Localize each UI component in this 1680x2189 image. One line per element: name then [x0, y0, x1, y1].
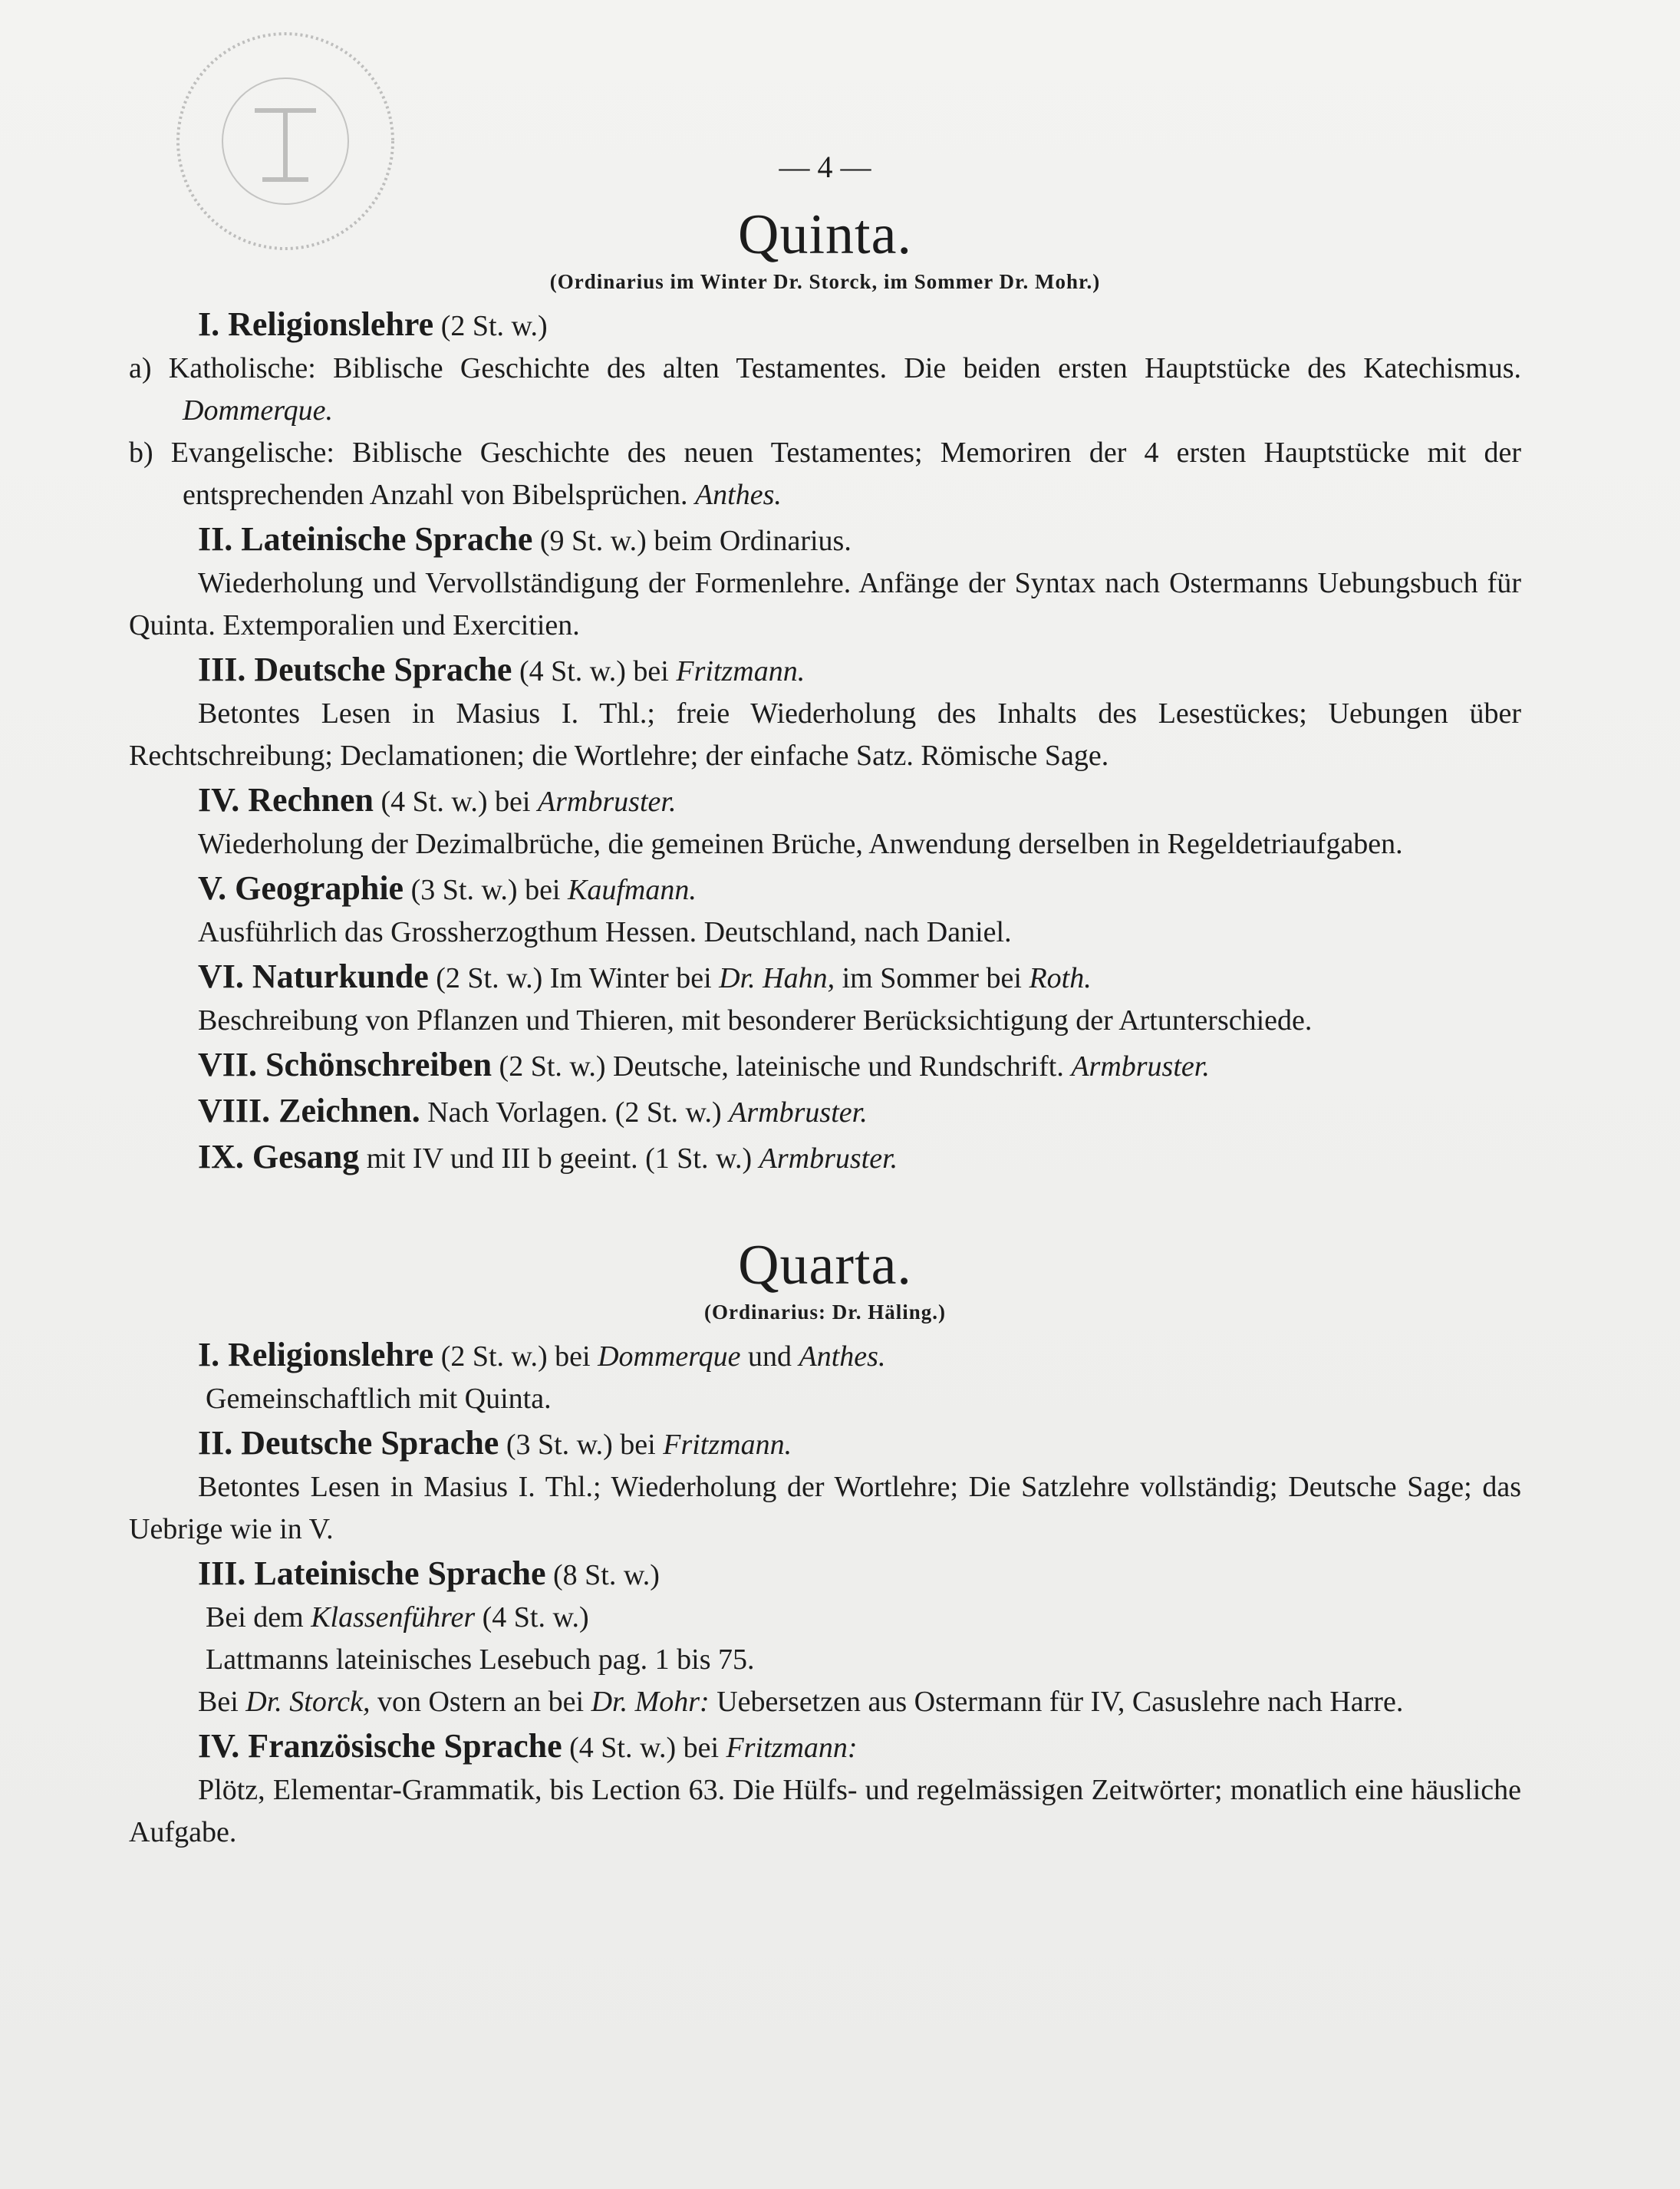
document-body	[129, 146, 1521, 1854]
page-number: — 4 —	[779, 150, 871, 184]
subject-heading: II. Lateinische Sprache (9 St. w.) beim Ordinarius.	[198, 520, 852, 558]
ordinarius-quarta: (Ordinarius: Dr. Häling.)	[703, 1301, 947, 1324]
paragraph: Gemeinschaftlich mit Quinta.	[206, 1383, 552, 1415]
subject-heading: III. Deutsche Sprache (4 St. w.) bei Fritzmann.	[198, 651, 805, 688]
subject-heading: IV. Französische Sprache (4 St. w.) bei Fritzmann:	[198, 1727, 858, 1765]
ordinarius-quinta: (Ordinarius im Winter Dr. Storck, im Sommer Dr. Mohr.)	[549, 270, 1101, 293]
paragraph: Plötz, Elementar-Grammatik, bis Lection 63. Die Hülfs- und regelmässigen Zeitwörter; monatlich eine häusliche Aufgabe.	[129, 1774, 1521, 1848]
subject-heading: VII. Schönschreiben (2 St. w.) Deutsche, lateinische und Rundschrift. Armbruster.	[198, 1046, 1210, 1083]
section-spacer	[129, 1180, 1521, 1226]
section-title-quinta: Quinta.	[738, 203, 912, 266]
paragraph: a) Katholische: Biblische Geschichte des alten Testamentes. Die beiden ersten Hauptstücke des Katechismus. Dommerque.	[129, 352, 1521, 427]
paragraph: b) Evangelische: Biblische Geschichte des neuen Testamentes; Memoriren der 4 ersten Hauptstücke mit der entsprechenden Anzahl von Bibelsprüchen. Anthes.	[129, 437, 1521, 511]
paragraph: Betontes Lesen in Masius I. Thl.; freie Wiederholung des Inhalts des Lesestückes; Uebungen über Rechtschreibung; Declamationen; die Wortlehre; der einfache Satz. Römische Sage.	[129, 697, 1521, 772]
subject-heading: IV. Rechnen (4 St. w.) bei Armbruster.	[198, 781, 677, 819]
subject-heading: III. Lateinische Sprache (8 St. w.)	[198, 1554, 660, 1592]
paragraph: Lattmanns lateinisches Lesebuch pag. 1 bis 75.	[206, 1643, 755, 1676]
subject-heading: I. Religionslehre (2 St. w.) bei Dommerque und Anthes.	[198, 1336, 886, 1373]
subject-heading: V. Geographie (3 St. w.) bei Kaufmann.	[198, 869, 697, 907]
paragraph: Bei Dr. Storck, von Ostern an bei Dr. Mohr: Uebersetzen aus Ostermann für IV, Casuslehre nach Harre.	[198, 1686, 1404, 1718]
paragraph: Betontes Lesen in Masius I. Thl.; Wiederholung der Wortlehre; Die Satzlehre vollständig; Deutsche Sage; das Uebrige wie in V.	[129, 1471, 1521, 1545]
subject-heading: VIII. Zeichnen. Nach Vorlagen. (2 St. w.) Armbruster.	[198, 1092, 868, 1129]
subject-heading: IX. Gesang mit IV und III b geeint. (1 St. w.) Armbruster.	[198, 1138, 898, 1175]
paragraph: Wiederholung der Dezimalbrüche, die gemeinen Brüche, Anwendung derselben in Regeldetriaufgaben.	[198, 828, 1403, 860]
subject-heading: VI. Naturkunde (2 St. w.) Im Winter bei Dr. Hahn, im Sommer bei Roth.	[198, 958, 1092, 995]
paragraph: Bei dem Klassenführer (4 St. w.)	[206, 1601, 589, 1634]
paragraph: Ausführlich das Grossherzogthum Hessen. Deutschland, nach Daniel.	[198, 916, 1012, 948]
subject-heading: I. Religionslehre (2 St. w.)	[198, 305, 548, 343]
paragraph: Beschreibung von Pflanzen und Thieren, mit besonderer Berücksichtigung der Artunterschiede.	[198, 1004, 1313, 1037]
subject-heading: II. Deutsche Sprache (3 St. w.) bei Fritzmann.	[198, 1424, 792, 1462]
paragraph: Wiederholung und Vervollständigung der Formenlehre. Anfänge der Syntax nach Ostermanns Uebungsbuch für Quinta. Extemporalien und Exercitien.	[129, 567, 1521, 641]
section-title-quarta: Quarta.	[738, 1234, 912, 1297]
